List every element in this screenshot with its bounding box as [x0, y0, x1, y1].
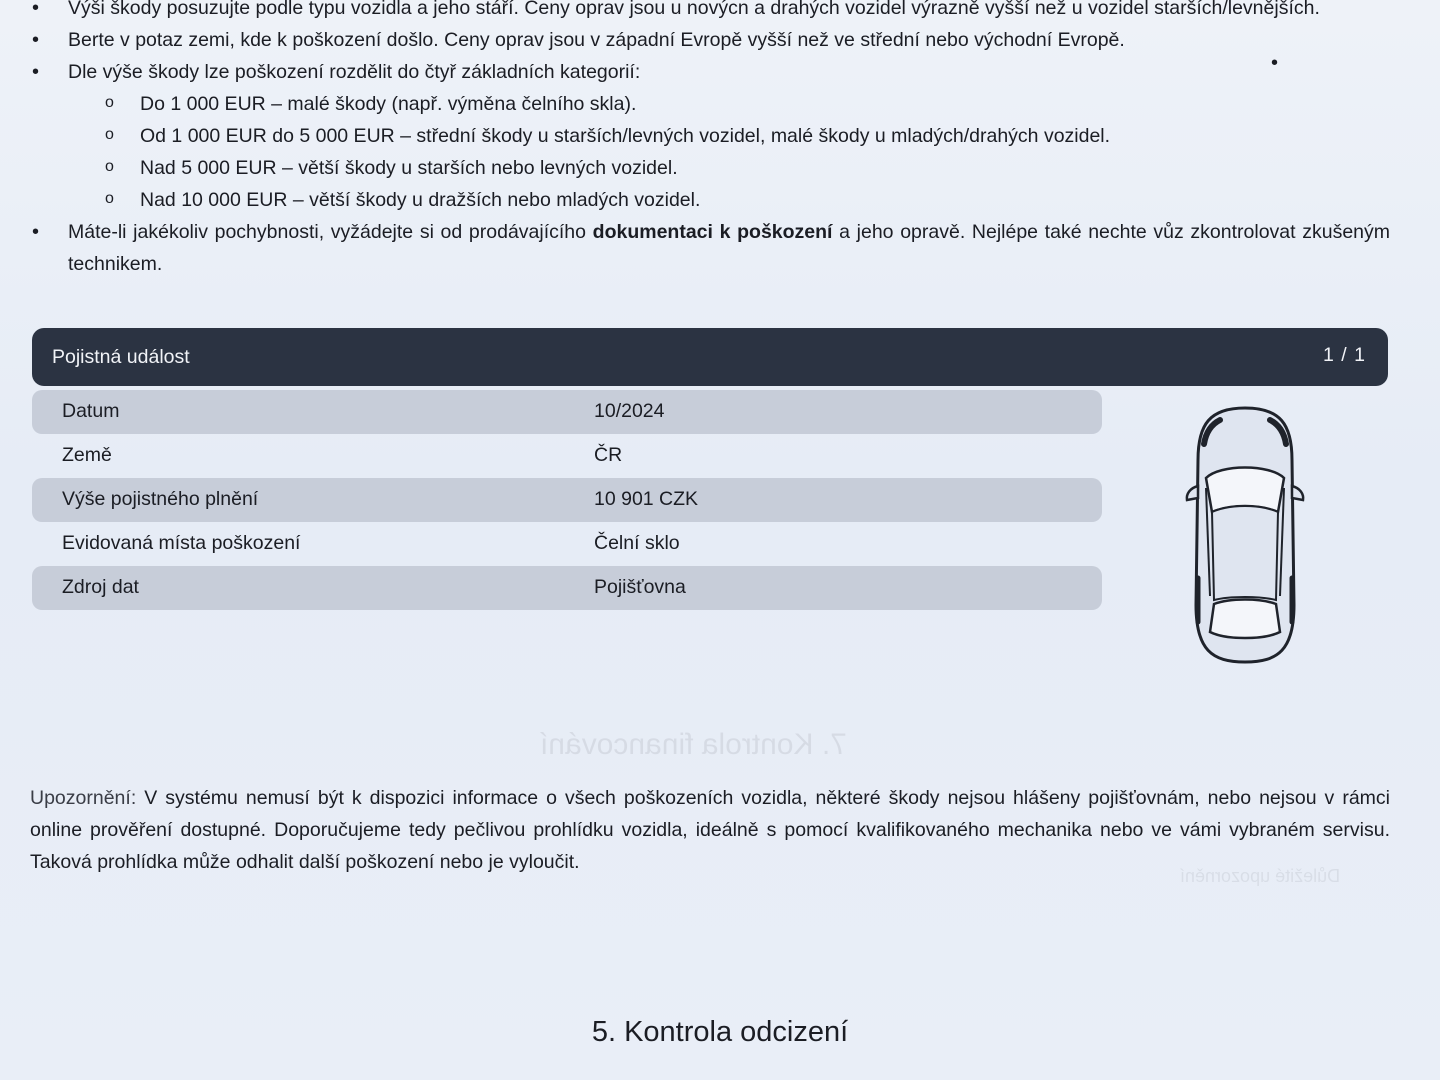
insurance-event-table: [32, 390, 1102, 610]
insurance-row-amount: [32, 478, 1102, 522]
bullet-text: Máte-li jakékoliv pochybnosti, vyžádejte si od prodávajícího: [68, 221, 593, 243]
insurance-row-data-source: [32, 566, 1102, 610]
row-value: ČR: [594, 444, 623, 466]
category-text: Nad 10 000 EUR – větší škody u dražších nebo mladých vozidel.: [140, 189, 701, 211]
category-text: Do 1 000 EUR – malé škody (např. výměna čelního skla).: [140, 93, 637, 115]
row-value: Pojišťovna: [594, 576, 686, 598]
insurance-row-date: [32, 390, 1102, 434]
car-top-view-icon: [1180, 400, 1310, 670]
ghost-heading: 7. Kontrola financování: [540, 728, 847, 761]
insurance-event-header: [32, 328, 1388, 386]
bullet-documentation: [30, 216, 1390, 280]
section-heading: 5. Kontrola odcizení: [591, 1016, 849, 1048]
warning-paragraph: [30, 782, 1390, 878]
category-text: Od 1 000 EUR do 5 000 EUR – střední škody u starších/levných vozidel, malé škody u mladých/drahých vozidel.: [140, 125, 1111, 147]
row-value: 10/2024: [594, 400, 665, 422]
bullet-text: Berte v potaz zemi, kde k poškození došlo. Ceny oprav jsou v západní Evropě vyšší než ve střední nebo východní Evropě.: [68, 29, 1125, 51]
bullet-bold-text: dokumentaci k poškození: [592, 221, 833, 243]
insurance-row-damage-location: [32, 522, 1102, 566]
row-value: Čelní sklo: [594, 532, 680, 554]
row-label: Zdroj dat: [62, 576, 139, 598]
category-item: [102, 152, 1390, 184]
bullet-vehicle-age: [30, 0, 1390, 24]
warning-lead: Upozornění:: [30, 787, 137, 809]
insurance-row-country: [32, 434, 1102, 478]
bullet-text: Výši škody posuzujte podle typu vozidla a jeho stáří. Ceny oprav jsou u novýcn a drahých vozidel výrazně vyšší než u vozidel starších/levnějších.: [68, 0, 1320, 19]
row-label: Výše pojistného plnění: [62, 488, 259, 510]
damage-category-list: [68, 88, 1390, 216]
category-item: [102, 120, 1390, 152]
warning-text: V systému nemusí být k dispozici informace o všech poškozeních vozidla, některé škody nejsou hlášeny pojišťovnám, nebo nejsou v rámci online prověření dostupné. Doporučujeme tedy pečlivou prohlídku vozidla, ideálně s pomocí kvalifikovaného mechanika nebo ve vámi vybraném servisu. Taková prohlídka může odhalit další poškození nebo je vyloučit.: [30, 787, 1390, 873]
row-label: Evidovaná místa poškození: [62, 532, 301, 554]
insurance-event-counter: 1 / 1: [1323, 344, 1366, 366]
stray-bullet-mark: •: [1271, 52, 1279, 74]
insurance-event-title: Pojistná událost: [52, 346, 190, 368]
row-label: Země: [62, 444, 112, 466]
bullet-text: Dle výše škody lze poškození rozdělit do čtyř základních kategorií:: [68, 61, 641, 83]
advice-bullet-list: [30, 0, 1390, 280]
ghost-notice: Důležité upozornění: [1180, 866, 1341, 886]
row-label: Datum: [62, 400, 120, 422]
bullet-country: [30, 24, 1390, 56]
bullet-text: a jeho opravě. Nejlépe také nechte vůz zkontrolovat zkušeným technikem.: [68, 221, 1391, 275]
row-value: 10 901 CZK: [594, 488, 699, 510]
bullet-categories: [30, 56, 1390, 216]
category-item: [102, 184, 1390, 216]
category-item: [102, 88, 1390, 120]
category-text: Nad 5 000 EUR – větší škody u starších nebo levných vozidel.: [140, 157, 678, 179]
